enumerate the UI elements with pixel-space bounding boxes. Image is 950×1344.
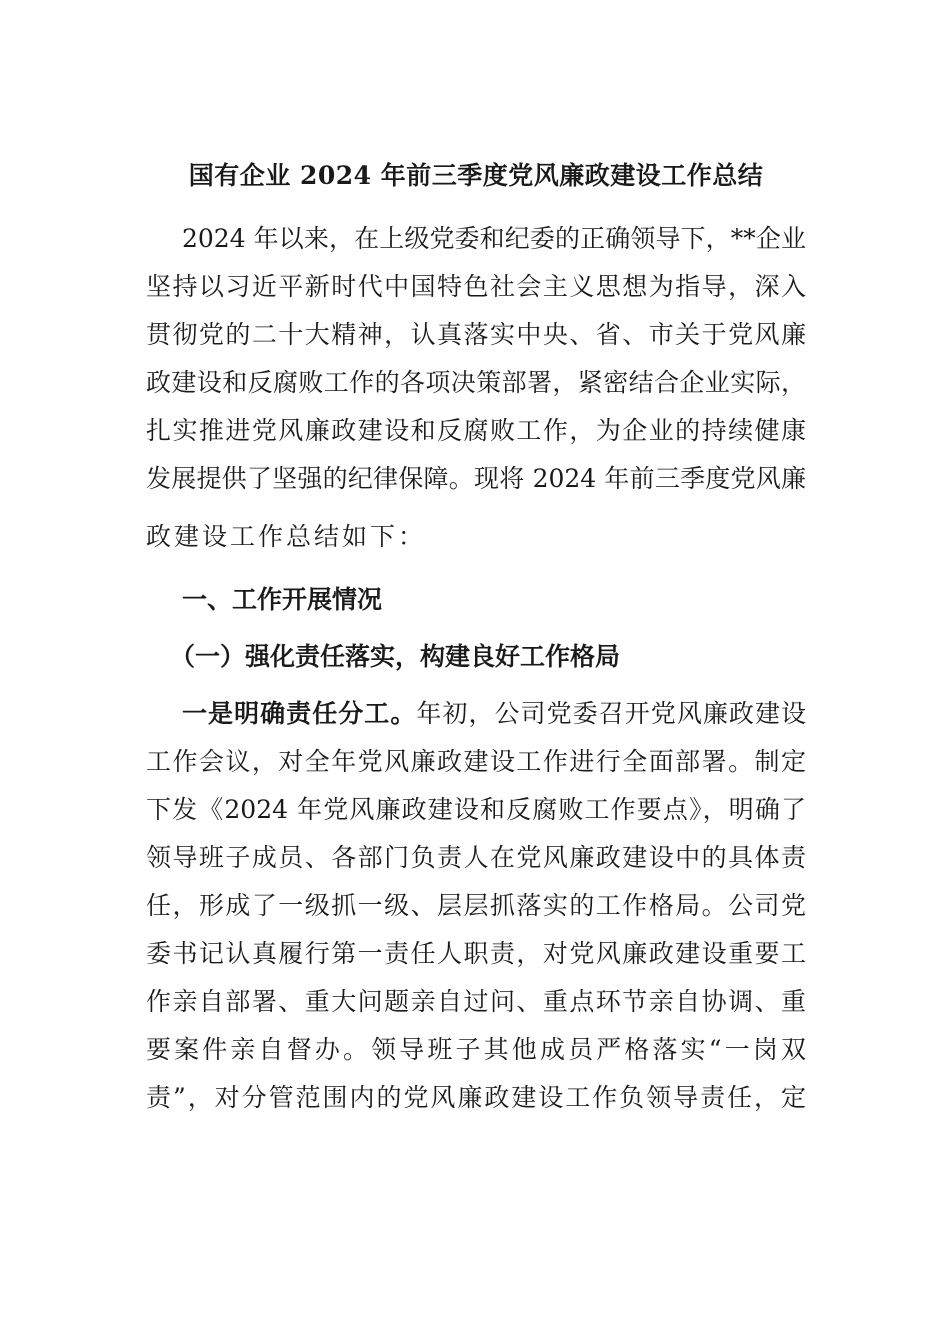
para1-line-7: 作亲自部署、重大问题亲自过问、重点环节亲自协调、重	[146, 987, 806, 1016]
para1-line-5: 任，形成了一级抓一级、层层抓落实的工作格局。公司党	[146, 891, 806, 920]
intro-line-5: 扎实推进党风廉政建设和反腐败工作，为企业的持续健康	[146, 416, 806, 445]
para1-lead: 一是明确责任分工。	[182, 699, 417, 728]
para1-line-6: 委书记认真履行第一责任人职责，对党风廉政建设重要工	[146, 939, 806, 968]
document-title: 国有企业 2024 年前三季度党风廉政建设工作总结	[188, 161, 764, 190]
para1-line-8: 要案件亲自督办。领导班子其他成员严格落实“一岗双	[146, 1035, 806, 1064]
para1-line-9: 责”，对分管范围内的党风廉政建设工作负领导责任，定	[146, 1083, 806, 1112]
section-heading: 一、工作开展情况	[182, 585, 383, 614]
intro-line-3: 贯彻党的二十大精神，认真落实中央、省、市关于党风廉	[146, 320, 806, 349]
intro-line-1: 2024 年以来，在上级党委和纪委的正确领导下，**企业	[182, 224, 806, 253]
para1-line-1-text: 年初，公司党委召开党风廉政建设	[416, 699, 806, 728]
para1-line-1	[182, 694, 806, 734]
intro-line-4: 政建设和反腐败工作的各项决策部署，紧密结合企业实际，	[146, 368, 806, 397]
intro-line-7: 政建设工作总结如下：	[146, 522, 427, 551]
para1-line-2: 工作会议，对全年党风廉政建设工作进行全面部署。制定	[146, 747, 806, 776]
intro-line-2: 坚持以习近平新时代中国特色社会主义思想为指导，深入	[146, 272, 806, 301]
subsection-heading: （一）强化责任落实，构建良好工作格局	[170, 642, 621, 671]
intro-line-6: 发展提供了坚强的纪律保障。现将 2024 年前三季度党风廉	[146, 464, 806, 493]
para1-line-4: 领导班子成员、各部门负责人在党风廉政建设中的具体责	[146, 843, 806, 872]
para1-line-3: 下发《2024 年党风廉政建设和反腐败工作要点》，明确了	[146, 795, 806, 824]
